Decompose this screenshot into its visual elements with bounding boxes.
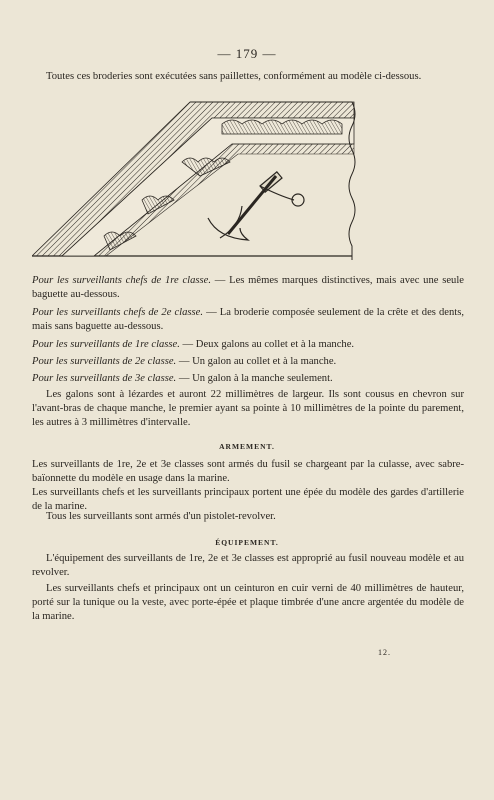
anchor-embroidery-figure <box>32 96 388 260</box>
equipement-p1: L'équipement des surveillants de 1re, 2e et 3e classes est approprié au fusil nouveau modèle et au revolver. <box>32 553 464 578</box>
page-number: — 179 — <box>217 46 277 61</box>
item-5: Pour les surveillants de 3e classe. — Un galon à la manche seulement. <box>32 373 333 384</box>
signature-mark: 12. <box>378 648 391 657</box>
armement-p1: Les surveillants de 1re, 2e et 3e classes sont armés du fusil se chargeant par la culasse, avec sabre-baïonnette du modèle en usage dans la marine. <box>32 459 464 484</box>
bleed-through-mark <box>430 180 450 280</box>
item-4: Pour les surveillants de 2e classe. — Un galon au collet et à la manche. <box>32 356 337 367</box>
item-3: Pour les surveillants de 1re classe. — Deux galons au collet et à la manche. <box>32 339 355 350</box>
armement-p3: Tous les surveillants sont armés d'un pistolet-revolver. <box>46 511 276 522</box>
equipement-p2: Les surveillants chefs et principaux ont un ceinturon en cuir verni de 40 millimètres de hauteur, porté sur la tunique ou la veste, avec porte-épée et plaque timbrée d'une ancre argentée du modèle de la marine. <box>32 583 464 622</box>
intro-paragraph: Toutes ces broderies sont exécutées sans paillettes, conformément au modèle ci-dessous. <box>46 71 422 82</box>
armement-p2: Les surveillants chefs et les surveillants principaux portent une épée du modèle des gardes d'artillerie de la marine. <box>32 487 464 512</box>
item-2: Pour les surveillants chefs de 2e classe. — La broderie composée seulement de la crête et des dents, mais sans baguette au-dessous. <box>32 307 464 332</box>
item-1: Pour les surveillants chefs de 1re classe. — Les mêmes marques distinctives, mais avec une seule baguette au-dessous. <box>32 275 464 300</box>
galons-paragraph: Les galons sont à lézardes et auront 22 millimètres de largeur. Ils sont cousus en chevron sur l'avant-bras de chaque manche, le premier ayant sa pointe à 10 millimètres de la pointe du parement, les autres à 3 millimètres d'intervalle. <box>32 389 464 428</box>
equipement-heading: ÉQUIPEMENT. <box>215 538 279 547</box>
armement-heading: ARMEMENT. <box>219 442 275 451</box>
